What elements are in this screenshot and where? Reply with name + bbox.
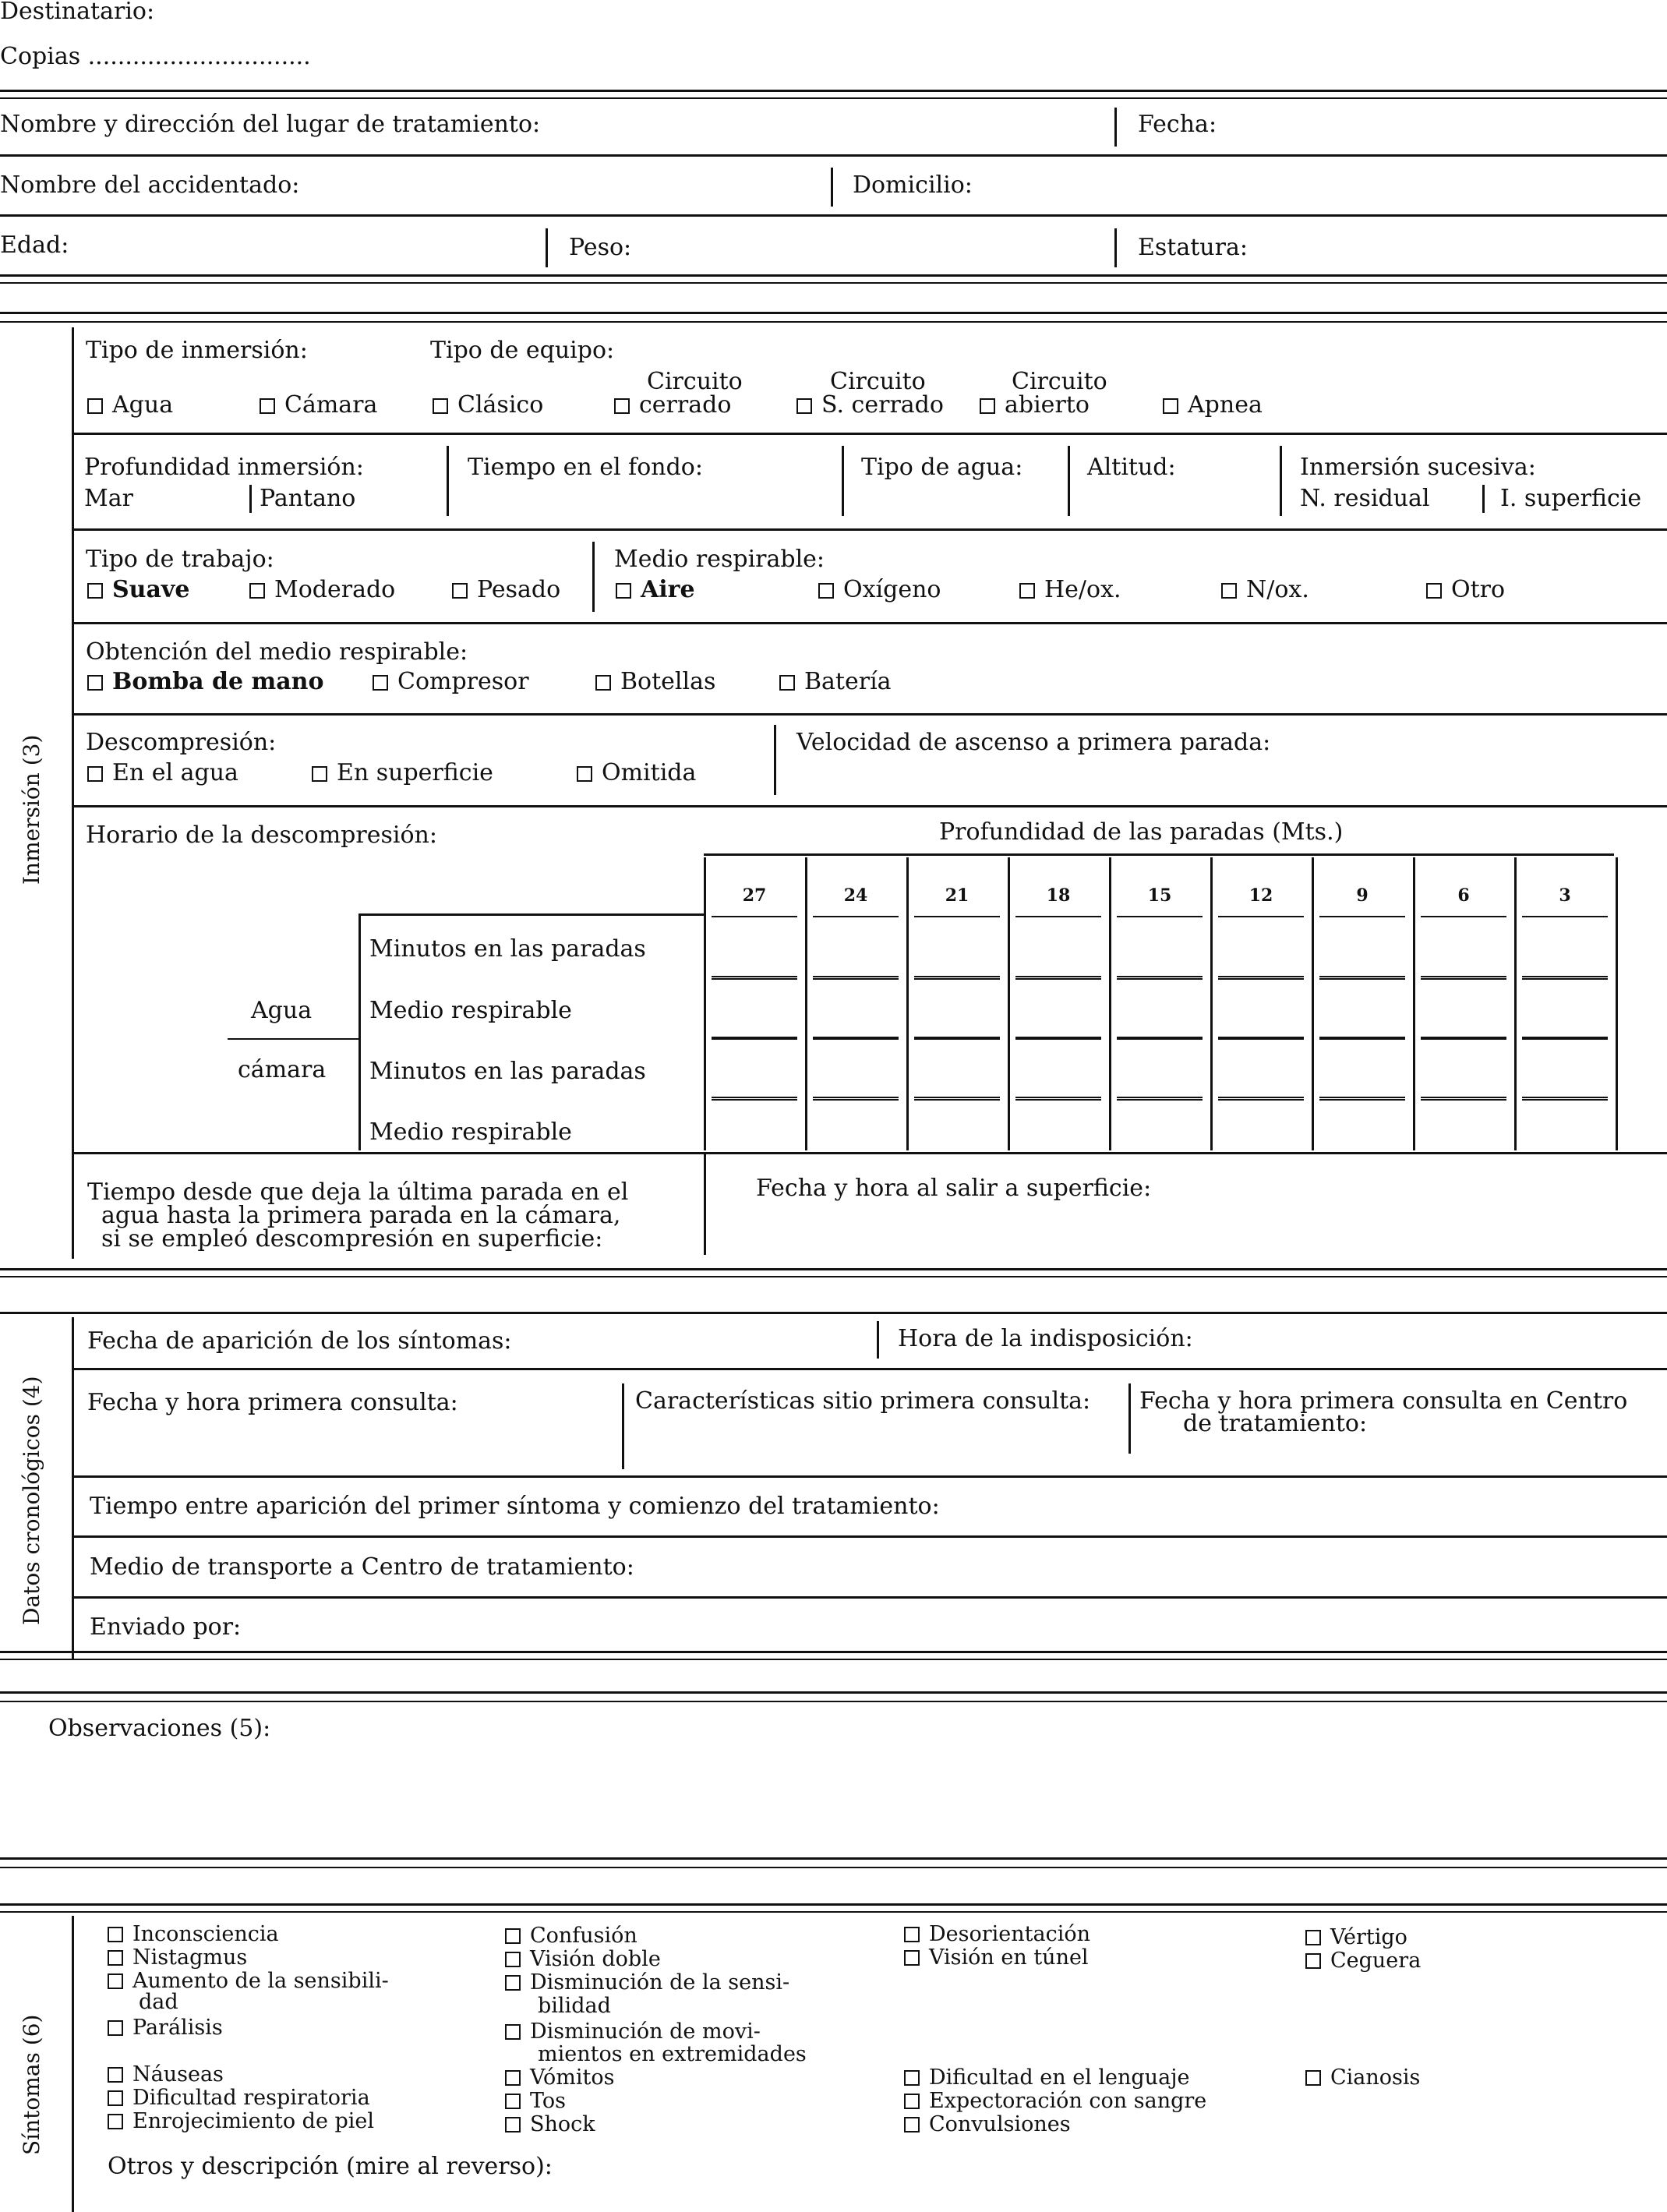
tiempo-desde-label: Tiempo desde que deja la última parada en el (87, 1178, 629, 1206)
table-cell[interactable] (712, 978, 797, 980)
table-cell[interactable] (1522, 978, 1608, 980)
row-medio-label: Medio respirable (369, 997, 572, 1024)
profundidad-paradas-label: Profundidad de las paradas (Mts.) (939, 818, 1344, 846)
otros-descripcion-label: Otros y descripción (mire al reverso): (108, 2153, 553, 2180)
checkbox-icon[interactable] (904, 2094, 920, 2109)
horario-label: Horario de la descompresión: (86, 822, 437, 849)
table-top-rule (704, 853, 1614, 856)
option-apnea[interactable]: Apnea (1163, 394, 1263, 417)
symptom-enrojecimiento[interactable]: Enrojecimiento de piel (108, 2111, 374, 2132)
checkbox-icon[interactable] (1019, 583, 1035, 599)
depth-header: 27 (742, 885, 767, 906)
hora-indisposicion-label: Hora de la indisposición: (898, 1325, 1193, 1352)
rule (74, 805, 1667, 807)
rule (358, 913, 706, 916)
profundidad-label: Profundidad inmersión: (84, 454, 364, 481)
checkbox-icon[interactable] (108, 2114, 123, 2129)
divider (1114, 228, 1117, 267)
symptom-nistagmus[interactable]: Nistagmus (108, 1947, 247, 1968)
rule (0, 1312, 1667, 1314)
rule (74, 433, 1667, 435)
medio-respirable-label: Medio respirable: (614, 546, 825, 573)
table-cell-rule (712, 1037, 797, 1038)
divider (1068, 446, 1070, 516)
fecha-centro-label: de tratamiento: (1183, 1410, 1368, 1437)
symptom-continuation: dad (139, 1990, 178, 2014)
depth-header: 12 (1248, 885, 1273, 906)
symptom-desorientacion[interactable]: Desorientación (904, 1924, 1090, 1945)
symptom-continuation: bilidad (538, 1994, 611, 2018)
symptom-cianosis[interactable]: Cianosis (1305, 2067, 1420, 2088)
option-omitida[interactable]: Omitida (577, 761, 696, 785)
inmersion-side-label: Inmersión (3) (19, 734, 44, 885)
table-cell-rule (1319, 1037, 1405, 1038)
table-cell-rule (914, 1097, 1000, 1098)
cronologicos-side-label: Datos cronológicos (4) (19, 1376, 44, 1625)
table-cell[interactable] (1218, 1038, 1304, 1040)
table-cell[interactable] (1218, 916, 1304, 917)
symptom-inconsciencia[interactable]: Inconsciencia (108, 1924, 279, 1945)
pantano-label: Pantano (260, 485, 356, 512)
checkbox-icon[interactable] (87, 675, 103, 691)
table-cell-rule (712, 976, 797, 977)
tiempo-entre-label: Tiempo entre aparición del primer síntoma y comienzo del tratamiento: (90, 1493, 940, 1520)
table-cell-rule (1522, 1037, 1608, 1038)
depth-header: 15 (1147, 885, 1172, 906)
rule (0, 1691, 1667, 1694)
divider (704, 1154, 706, 1255)
velocidad-label: Velocidad de ascenso a primera parada: (796, 729, 1271, 756)
table-cell-rule (1218, 976, 1304, 977)
table-cell[interactable] (1421, 1099, 1506, 1101)
table-cell-rule (914, 976, 1000, 977)
rule (74, 1368, 1667, 1370)
checkbox-icon[interactable] (87, 766, 103, 782)
checkbox-icon[interactable] (108, 2090, 123, 2106)
camara-label: cámara (238, 1056, 327, 1083)
divider (358, 913, 361, 1150)
symptom-disminucion-movimientos[interactable]: Disminución de movi- (505, 2021, 761, 2042)
table-cell[interactable] (813, 978, 899, 980)
rule (74, 1475, 1667, 1478)
table-cell-rule (712, 1097, 797, 1098)
checkbox-icon[interactable] (505, 2094, 521, 2109)
symptom-vision-tunel[interactable]: Visión en túnel (904, 1947, 1089, 1968)
table-cell[interactable] (1319, 1038, 1405, 1040)
option-otro[interactable]: Otro (1426, 578, 1505, 602)
table-cell[interactable] (1421, 978, 1506, 980)
fecha-centro-label: Fecha y hora primera consulta en Centro (1139, 1387, 1628, 1415)
table-cell-rule (1117, 1097, 1203, 1098)
divider (1114, 108, 1117, 147)
table-cell[interactable] (813, 1038, 899, 1040)
rule (0, 1276, 1667, 1277)
symptom-tos[interactable]: Tos (505, 2090, 566, 2111)
fecha-hora-consulta-label: Fecha y hora primera consulta: (87, 1389, 458, 1416)
tiempo-desde-label: agua hasta la primera parada en la cámara, (101, 1202, 621, 1229)
table-cell[interactable] (1218, 1099, 1304, 1101)
checkbox-icon[interactable] (108, 1973, 123, 1989)
descompresion-label: Descompresión: (86, 729, 277, 756)
rule (74, 1152, 1667, 1154)
table-cell[interactable] (1117, 1038, 1203, 1040)
option-pesado[interactable]: Pesado (452, 578, 560, 602)
checkbox-icon[interactable] (1221, 583, 1237, 599)
row-minutos-label: Minutos en las paradas (369, 1058, 646, 1085)
obtencion-label: Obtención del medio respirable: (86, 638, 468, 666)
table-cell[interactable] (813, 1099, 899, 1101)
table-cell[interactable] (1015, 1099, 1101, 1101)
rule (0, 274, 1667, 277)
symptom-nauseas[interactable]: Náuseas (108, 2064, 224, 2085)
table-cell[interactable] (1319, 1099, 1405, 1101)
checkbox-icon[interactable] (1426, 583, 1442, 599)
checkbox-icon[interactable] (818, 583, 834, 599)
rule (0, 1867, 1667, 1868)
section-left-border (72, 1916, 74, 2212)
symptom-vertigo[interactable]: Vértigo (1305, 1927, 1407, 1948)
rule (0, 97, 1667, 99)
option-moderado[interactable]: Moderado (249, 578, 395, 602)
checkbox-icon[interactable] (1305, 1953, 1321, 1969)
fecha-hora-salir-label: Fecha y hora al salir a superficie: (756, 1175, 1152, 1202)
table-cell[interactable] (712, 916, 797, 917)
table-cell-rule (1218, 1097, 1304, 1098)
divider (831, 168, 833, 207)
symptom-ceguera[interactable]: Ceguera (1305, 1950, 1421, 1971)
checkbox-icon[interactable] (505, 2117, 521, 2132)
symptom-continuation: mientos en extremidades (538, 2042, 807, 2066)
table-column-divider (1616, 857, 1618, 1150)
rule (0, 1857, 1667, 1860)
table-cell-rule (1319, 1097, 1405, 1098)
edad-label: Edad: (0, 231, 69, 259)
medio-transporte-label: Medio de transporte a Centro de tratamiento: (90, 1553, 634, 1581)
option-botellas[interactable]: Botellas (595, 670, 715, 694)
table-cell[interactable] (1015, 916, 1101, 917)
rule (74, 622, 1667, 624)
symptom-paralisis[interactable]: Parálisis (108, 2017, 223, 2038)
symptom-confusion[interactable]: Confusión (505, 1925, 637, 1946)
option-camara[interactable]: Cámara (260, 394, 377, 417)
option-oxigeno[interactable]: Oxígeno (818, 578, 941, 602)
symptom-dificultad-lenguaje[interactable]: Dificultad en el lenguaje (904, 2067, 1190, 2088)
table-cell[interactable] (712, 1099, 797, 1101)
table-cell[interactable] (1015, 1038, 1101, 1040)
checkbox-icon[interactable] (108, 1927, 123, 1942)
checkbox-icon[interactable] (904, 1950, 920, 1966)
rule (0, 1701, 1667, 1702)
option-circuito-semicerrado[interactable]: S. cerrado (796, 394, 944, 417)
depth-header: 3 (1559, 885, 1571, 906)
table-cell-rule (813, 1097, 899, 1098)
rule (228, 1038, 358, 1040)
destinatario-label: Destinatario: (0, 0, 155, 25)
altitud-label: Altitud: (1087, 454, 1176, 481)
rule (0, 1651, 1667, 1653)
table-cell-rule (1319, 976, 1405, 977)
symptom-convulsiones[interactable]: Convulsiones (904, 2114, 1071, 2135)
table-cell[interactable] (1117, 1099, 1203, 1101)
n-residual-label: N. residual (1300, 485, 1430, 512)
table-cell[interactable] (1522, 1038, 1608, 1040)
estatura-label: Estatura: (1138, 234, 1248, 261)
table-cell-rule (1522, 1097, 1608, 1098)
checkbox-icon[interactable] (505, 2070, 521, 2086)
table-cell[interactable] (1522, 916, 1608, 917)
table-cell-rule (1421, 976, 1506, 977)
rule (0, 1268, 1667, 1270)
table-cell-rule (813, 976, 899, 977)
rule (0, 1903, 1667, 1906)
row-minutos-label: Minutos en las paradas (369, 935, 646, 963)
rule (0, 282, 1667, 284)
tipo-agua-label: Tipo de agua: (861, 454, 1023, 481)
table-cell[interactable] (1421, 1038, 1506, 1040)
checkbox-icon[interactable] (980, 398, 995, 414)
divider (249, 485, 252, 513)
checkbox-icon[interactable] (1163, 398, 1178, 414)
nombre-lugar-label: Nombre y dirección del lugar de tratamiento: (0, 111, 541, 138)
checkbox-icon[interactable] (1305, 1930, 1321, 1945)
checkbox-icon[interactable] (614, 398, 630, 414)
section-left-border (72, 327, 74, 1259)
option-compresor[interactable]: Compresor (373, 670, 529, 694)
table-cell[interactable] (914, 1038, 1000, 1040)
depth-header: 24 (843, 885, 868, 906)
checkbox-icon[interactable] (577, 766, 592, 782)
checkbox-icon[interactable] (904, 1927, 920, 1942)
divider (877, 1321, 879, 1359)
divider (1128, 1383, 1131, 1454)
rule (74, 528, 1667, 531)
rule (0, 154, 1667, 157)
rule (0, 321, 1667, 323)
checkbox-icon[interactable] (1305, 2070, 1321, 2086)
option-suave[interactable]: Suave (87, 578, 189, 602)
table-cell[interactable] (1117, 978, 1203, 980)
rule (74, 1535, 1667, 1538)
table-cell[interactable] (1522, 1099, 1608, 1101)
option-aire[interactable]: Aire (616, 578, 695, 602)
symptom-disminucion-sensibilidad[interactable]: Disminución de la sensi- (505, 1972, 789, 1993)
checkbox-icon[interactable] (87, 583, 103, 599)
rule (74, 713, 1667, 716)
table-cell[interactable] (914, 916, 1000, 917)
symptom-dificultad-respiratoria[interactable]: Dificultad respiratoria (108, 2087, 370, 2108)
option-bomba[interactable]: Bomba de mano (87, 670, 323, 694)
rule (0, 1659, 1667, 1660)
checkbox-icon[interactable] (433, 398, 448, 414)
rule (0, 214, 1667, 217)
sintomas-side-label: Síntomas (6) (19, 2014, 44, 2155)
enviado-por-label: Enviado por: (90, 1613, 242, 1641)
circuito-label: Circuito (647, 368, 743, 395)
table-cell-rule (1421, 1037, 1506, 1038)
divider (622, 1383, 624, 1469)
symptom-vomitos[interactable]: Vómitos (505, 2067, 614, 2088)
table-cell[interactable] (914, 1099, 1000, 1101)
checkbox-icon[interactable] (260, 398, 275, 414)
option-en-agua[interactable]: En el agua (87, 761, 238, 785)
mar-label: Mar (84, 485, 133, 512)
option-circuito-cerrado[interactable]: cerrado (614, 394, 731, 417)
tiempo-fondo-label: Tiempo en el fondo: (468, 454, 703, 481)
divider (1280, 446, 1282, 516)
option-bateria[interactable]: Batería (779, 670, 892, 694)
symptom-expectoracion[interactable]: Expectoración con sangre (904, 2090, 1206, 2111)
checkbox-icon[interactable] (108, 2020, 123, 2036)
checkbox-icon[interactable] (505, 1928, 521, 1944)
table-cell[interactable] (813, 916, 899, 917)
symptom-shock[interactable]: Shock (505, 2114, 595, 2135)
table-cell-rule (1117, 1037, 1203, 1038)
caracteristicas-label: Características sitio primera consulta: (635, 1387, 1091, 1415)
checkbox-icon[interactable] (452, 583, 468, 599)
checkbox-icon[interactable] (87, 398, 103, 414)
tipo-equipo-label: Tipo de equipo: (430, 337, 615, 364)
tipo-inmersion-label: Tipo de inmersión: (86, 337, 308, 364)
table-cell[interactable] (1319, 916, 1405, 917)
i-superficie-label: I. superficie (1500, 485, 1642, 512)
divider (842, 446, 844, 516)
agua-label: Agua (251, 997, 313, 1024)
checkbox-icon[interactable] (249, 583, 265, 599)
observaciones-label: Observaciones (5): (48, 1715, 271, 1742)
table-cell-rule (914, 1037, 1000, 1038)
checkbox-icon[interactable] (505, 1975, 521, 1991)
checkbox-icon[interactable] (108, 1950, 123, 1966)
checkbox-icon[interactable] (779, 675, 795, 691)
copias-label: Copias .............................. (0, 43, 311, 70)
option-clasico[interactable]: Clásico (433, 394, 543, 417)
option-agua[interactable]: Agua (87, 394, 173, 417)
circuito-label: Circuito (1012, 368, 1107, 395)
checkbox-icon[interactable] (108, 2067, 123, 2083)
table-cell-rule (813, 1037, 899, 1038)
table-cell[interactable] (1117, 916, 1203, 917)
divider (774, 725, 776, 795)
row-medio-label: Medio respirable (369, 1118, 572, 1146)
symptom-vision-doble[interactable]: Visión doble (505, 1949, 661, 1970)
checkbox-icon[interactable] (373, 675, 388, 691)
checkbox-icon[interactable] (904, 2070, 920, 2086)
table-cell-rule (1522, 976, 1608, 977)
table-cell[interactable] (712, 1038, 797, 1040)
tipo-trabajo-label: Tipo de trabajo: (86, 546, 274, 573)
option-nox[interactable]: N/ox. (1221, 578, 1309, 602)
checkbox-icon[interactable] (505, 1952, 521, 1967)
checkbox-icon[interactable] (312, 766, 327, 782)
table-cell[interactable] (1218, 978, 1304, 980)
rule (0, 90, 1667, 92)
rule (0, 312, 1667, 314)
depth-header: 9 (1356, 885, 1369, 906)
table-cell-rule (1117, 976, 1203, 977)
divider (447, 446, 449, 516)
checkbox-icon[interactable] (616, 583, 631, 599)
table-cell[interactable] (1421, 916, 1506, 917)
rule (0, 1911, 1667, 1913)
table-cell-rule (1015, 976, 1101, 977)
option-en-superficie[interactable]: En superficie (312, 761, 493, 785)
peso-label: Peso: (569, 234, 632, 261)
checkbox-icon[interactable] (505, 2024, 521, 2040)
table-cell[interactable] (1319, 978, 1405, 980)
divider (592, 542, 595, 612)
circuito-label: Circuito (830, 368, 926, 395)
divider (1482, 485, 1485, 513)
fecha-label: Fecha: (1138, 111, 1217, 138)
checkbox-icon[interactable] (796, 398, 812, 414)
table-cell-rule (1218, 1037, 1304, 1038)
depth-header: 6 (1457, 885, 1470, 906)
table-cell-rule (1015, 1037, 1101, 1038)
checkbox-icon[interactable] (595, 675, 611, 691)
table-cell[interactable] (1015, 978, 1101, 980)
rule (74, 1596, 1667, 1599)
fecha-aparicion-label: Fecha de aparición de los síntomas: (87, 1327, 512, 1355)
table-cell-rule (1015, 1097, 1101, 1098)
domicilio-label: Domicilio: (853, 171, 973, 199)
inmersion-sucesiva-label: Inmersión sucesiva: (1300, 454, 1536, 481)
option-heox[interactable]: He/ox. (1019, 578, 1121, 602)
divider (546, 228, 548, 267)
symptom-aumento-sensibilidad[interactable]: Aumento de la sensibili- (108, 1970, 389, 1991)
table-cell[interactable] (914, 978, 1000, 980)
nombre-accidentado-label: Nombre del accidentado: (0, 171, 300, 199)
option-circuito-abierto[interactable]: abierto (980, 394, 1090, 417)
tiempo-desde-label: si se empleó descompresión en superficie: (101, 1225, 603, 1253)
table-cell-rule (1421, 1097, 1506, 1098)
depth-header: 21 (945, 885, 969, 906)
checkbox-icon[interactable] (904, 2117, 920, 2132)
depth-header: 18 (1046, 885, 1071, 906)
